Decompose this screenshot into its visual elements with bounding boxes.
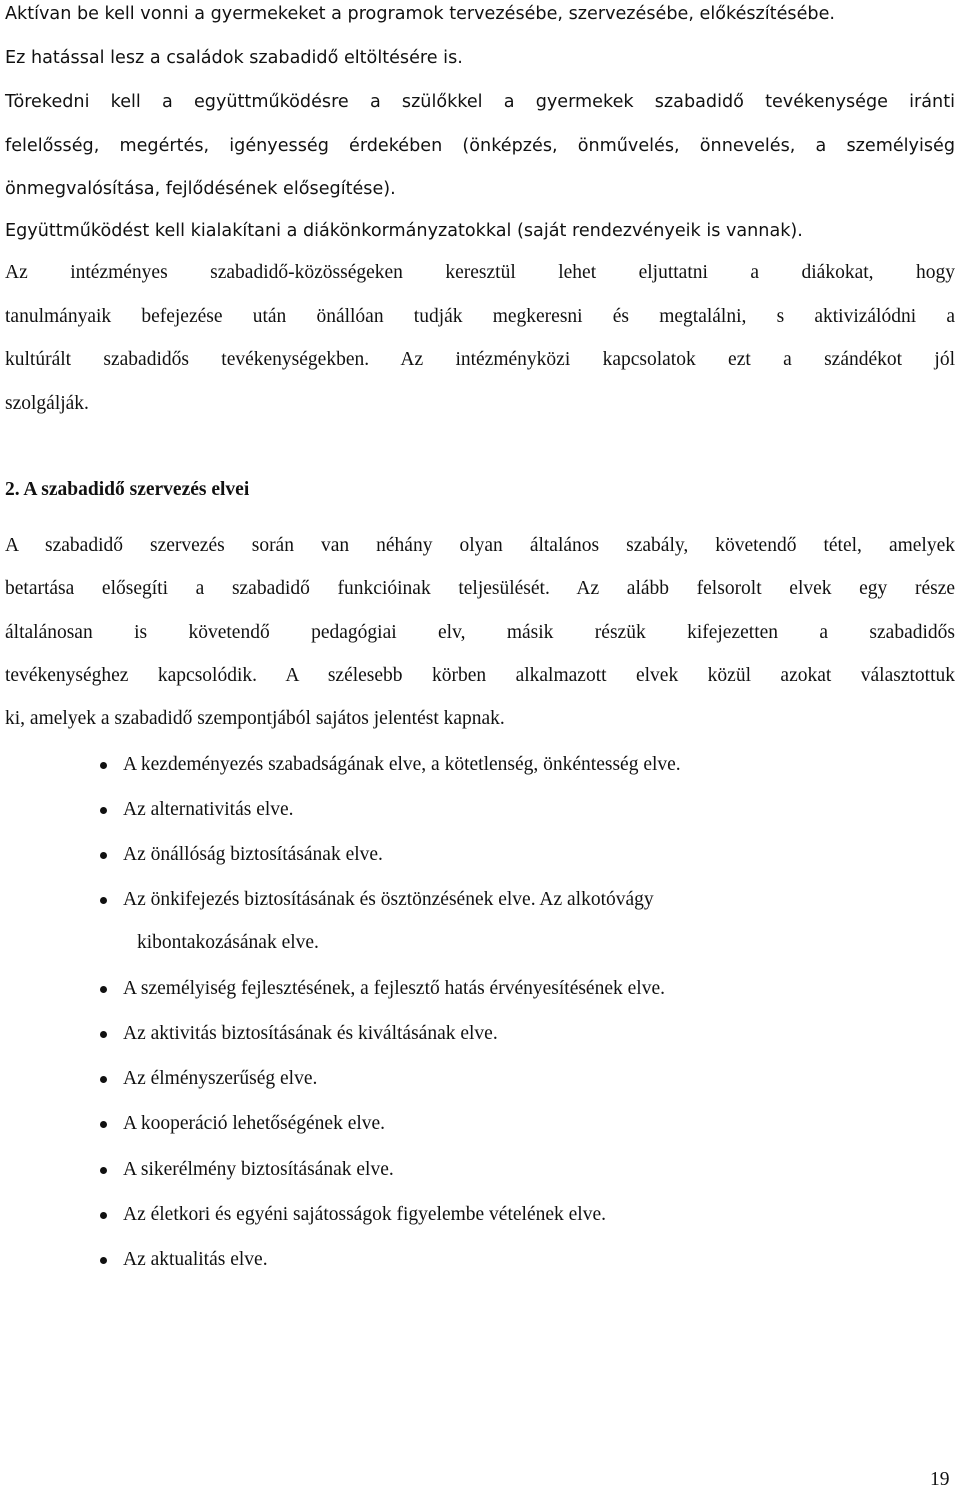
list-item-text: Az önkifejezés biztosításának és ösztönzésének elve. Az alkotóvágy (123, 889, 654, 910)
bullet-icon (100, 1167, 107, 1174)
page-number: 19 (930, 1469, 950, 1490)
paragraph-line: ki, amelyek a szabadidő szempontjából sajátos jelentést kapnak. (5, 708, 505, 729)
bullet-icon (100, 807, 107, 814)
list-item-text: A sikerélmény biztosításának elve. (123, 1159, 394, 1180)
paragraph-line: szolgálják. (5, 393, 89, 414)
intro-line: felelősség, megértés, igényesség érdekében (önképzés, önművelés, önnevelés, a személyiség (5, 136, 955, 156)
section-heading: 2. A szabadidő szervezés elvei (5, 479, 250, 500)
bullet-icon (100, 897, 107, 904)
bullet-icon (100, 762, 107, 769)
intro-line: Törekedni kell a együttműködésre a szülőkkel a gyermekek szabadidő tevékenysége iránti (5, 92, 955, 112)
bullet-icon (100, 1212, 107, 1219)
bullet-icon (100, 986, 107, 993)
list-item-text: A kooperáció lehetőségének elve. (123, 1113, 386, 1134)
list-item-text: A kezdeményezés szabadságának elve, a kötetlenség, önkéntesség elve. (123, 754, 681, 775)
list-item-text: Az életkori és egyéni sajátosságok figyelembe vételének elve. (123, 1204, 606, 1225)
bullet-icon (100, 1076, 107, 1083)
intro-line: Ez hatással lesz a családok szabadidő eltöltésére is. (5, 48, 463, 68)
paragraph-line: A szabadidő szervezés során van néhány olyan általános szabály, követendő tétel, amelyek (5, 535, 955, 556)
list-item-text: Az aktivitás biztosításának és kiváltásának elve. (123, 1023, 498, 1044)
bullet-icon (100, 1121, 107, 1128)
intro-line: Együttműködést kell kialakítani a diákönkormányzatokkal (saját rendezvényeik is vannak). (5, 221, 803, 241)
list-item-text: Az élményszerűség elve. (123, 1068, 318, 1089)
bullet-icon (100, 852, 107, 859)
intro-line: Aktívan be kell vonni a gyermekeket a programok tervezésébe, szervezésébe, előkészítésébe. (5, 4, 835, 24)
paragraph-line: általánosan is követendő pedagógiai elv, másik részük kifejezetten a szabadidős (5, 622, 955, 643)
paragraph-line: tanulmányaik befejezése után önállóan tudják megkeresni és megtalálni, s aktivizálódni a (5, 306, 955, 327)
bullet-icon (100, 1031, 107, 1038)
list-item-text: Az alternativitás elve. (123, 799, 294, 820)
paragraph-line: kultúrált szabadidős tevékenységekben. Az intézményközi kapcsolatok ezt a szándékot jól (5, 349, 955, 370)
list-item-text: A személyiség fejlesztésének, a fejlesztő hatás érvényesítésének elve. (123, 978, 665, 999)
list-item-text: Az önállóság biztosításának elve. (123, 844, 383, 865)
paragraph-line: tevékenységhez kapcsolódik. A szélesebb körben alkalmazott elvek közül azokat választottuk (5, 665, 955, 686)
list-item-continuation: kibontakozásának elve. (137, 932, 319, 953)
paragraph-line: Az intézményes szabadidő-közösségeken keresztül lehet eljuttatni a diákokat, hogy (5, 262, 955, 283)
list-item-text: Az aktualitás elve. (123, 1249, 268, 1270)
bullet-icon (100, 1257, 107, 1264)
paragraph-line: betartása elősegíti a szabadidő funkcióinak teljesülését. Az alább felsorolt elvek egy része (5, 578, 955, 599)
intro-line: önmegvalósítása, fejlődésének elősegítése). (5, 179, 396, 199)
